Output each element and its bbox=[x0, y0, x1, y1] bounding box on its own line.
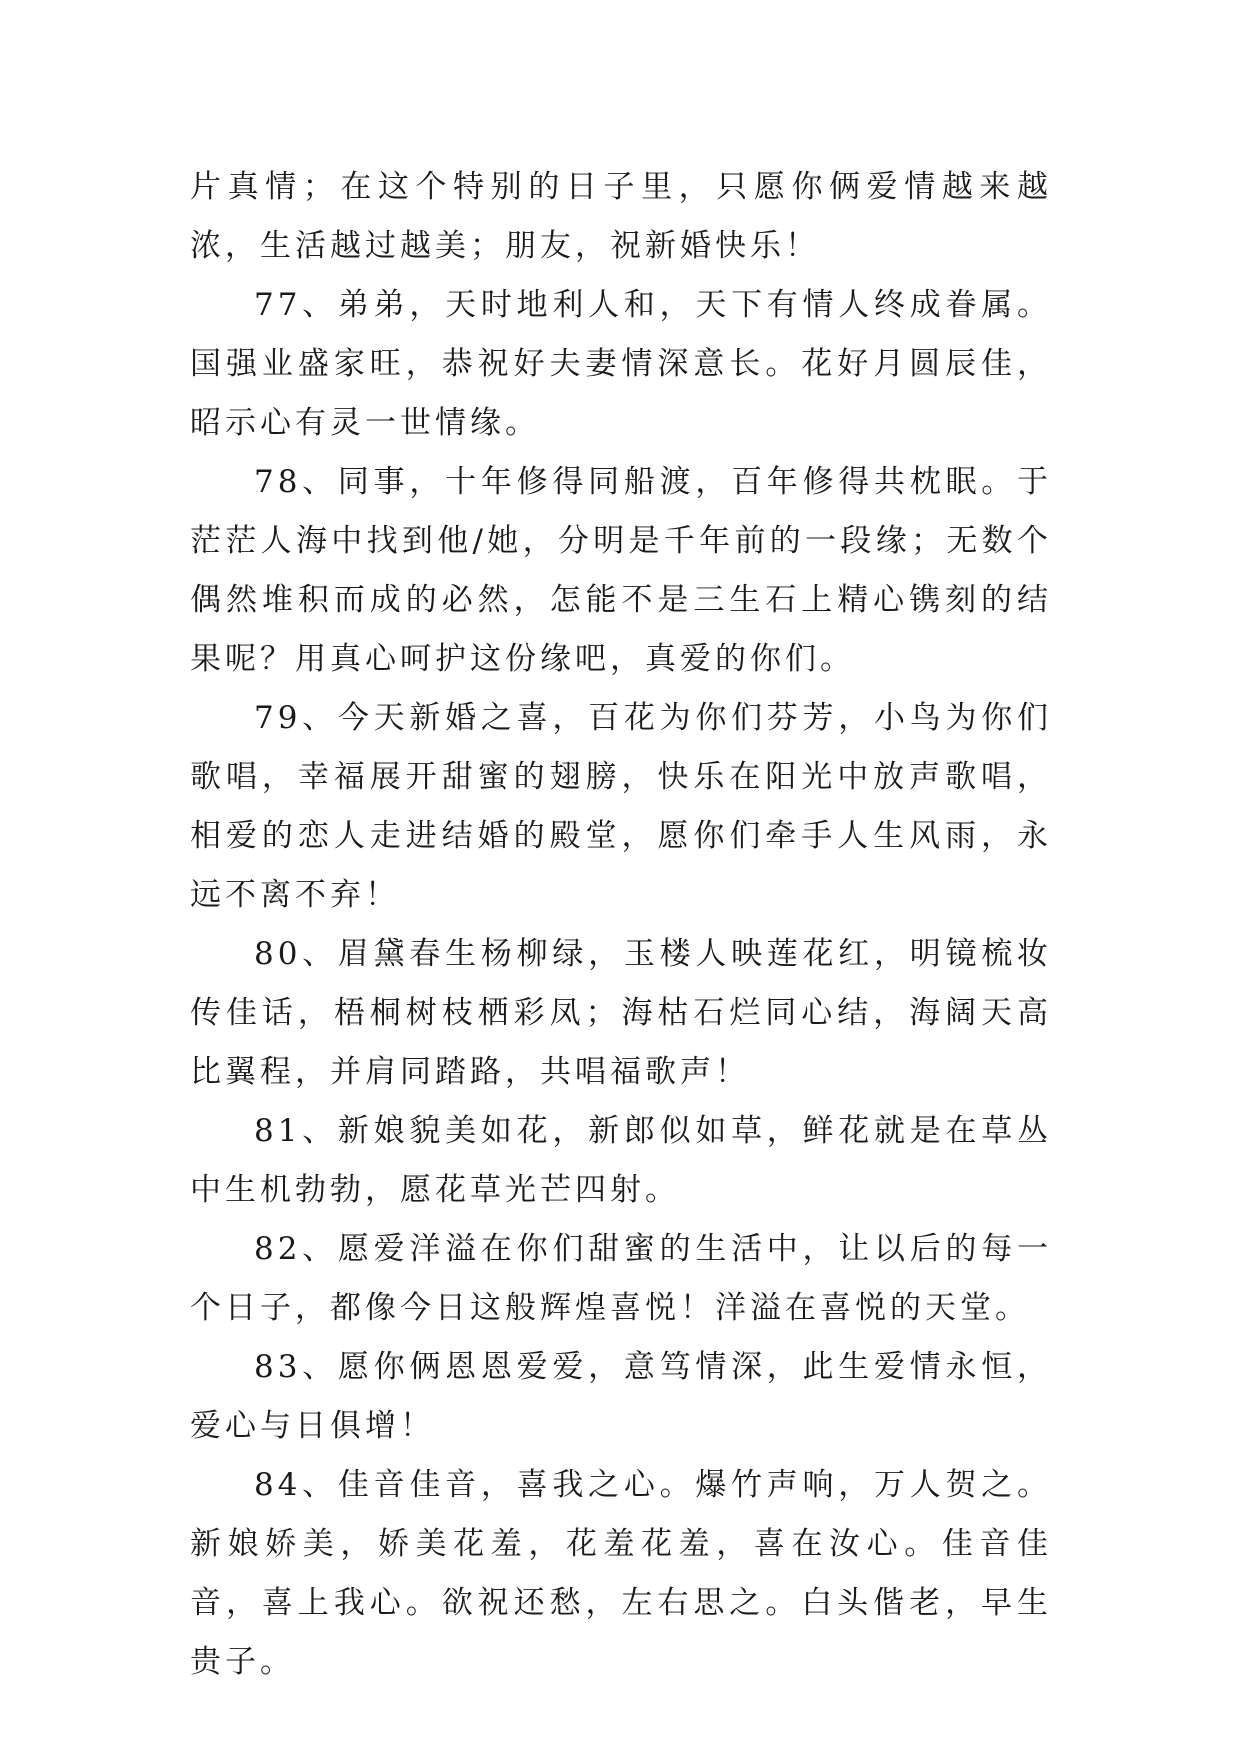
paragraph-80: 80、眉黛春生杨柳绿，玉楼人映莲花红，明镜梳妆传佳话，梧桐树枝栖彩凤；海枯石烂同心结，海阔天高比翼程，并肩同踏路，共唱福歌声！ bbox=[190, 936, 1052, 1090]
paragraph-81: 81、新娘貌美如花，新郎似如草，鲜花就是在草丛中生机勃勃，愿花草光芒四射。 bbox=[190, 1113, 1052, 1208]
paragraph-continuation: 片真情；在这个特别的日子里，只愿你俩爱情越来越浓，生活越过越美；朋友，祝新婚快乐！ bbox=[190, 169, 1052, 264]
paragraph-83: 83、愿你俩恩恩爱爱，意笃情深，此生爱情永恒，爱心与日俱增！ bbox=[190, 1349, 1052, 1444]
paragraph-77: 77、弟弟，天时地利人和，天下有情人终成眷属。国强业盛家旺，恭祝好夫妻情深意长。花好月圆辰佳，昭示心有灵一世情缘。 bbox=[190, 287, 1052, 441]
paragraph-84: 84、佳音佳音，喜我之心。爆竹声响，万人贺之。新娘娇美，娇美花羞，花羞花羞，喜在汝心。佳音佳音，喜上我心。欲祝还愁，左右思之。白头偕老，早生贵子。 bbox=[190, 1467, 1052, 1680]
document-body bbox=[190, 158, 1052, 1692]
paragraph-78: 78、同事，十年修得同船渡，百年修得共枕眠。于茫茫人海中找到他/她，分明是千年前的一段缘；无数个偶然堆积而成的必然，怎能不是三生石上精心镌刻的结果呢？用真心呵护这份缘吧，真爱的你们。 bbox=[190, 464, 1052, 677]
paragraph-79: 79、今天新婚之喜，百花为你们芬芳，小鸟为你们歌唱，幸福展开甜蜜的翅膀，快乐在阳光中放声歌唱，相爱的恋人走进结婚的殿堂，愿你们牵手人生风雨，永远不离不弃！ bbox=[190, 700, 1052, 913]
paragraph-82: 82、愿爱洋溢在你们甜蜜的生活中，让以后的每一个日子，都像今日这般辉煌喜悦！洋溢在喜悦的天堂。 bbox=[190, 1231, 1052, 1326]
